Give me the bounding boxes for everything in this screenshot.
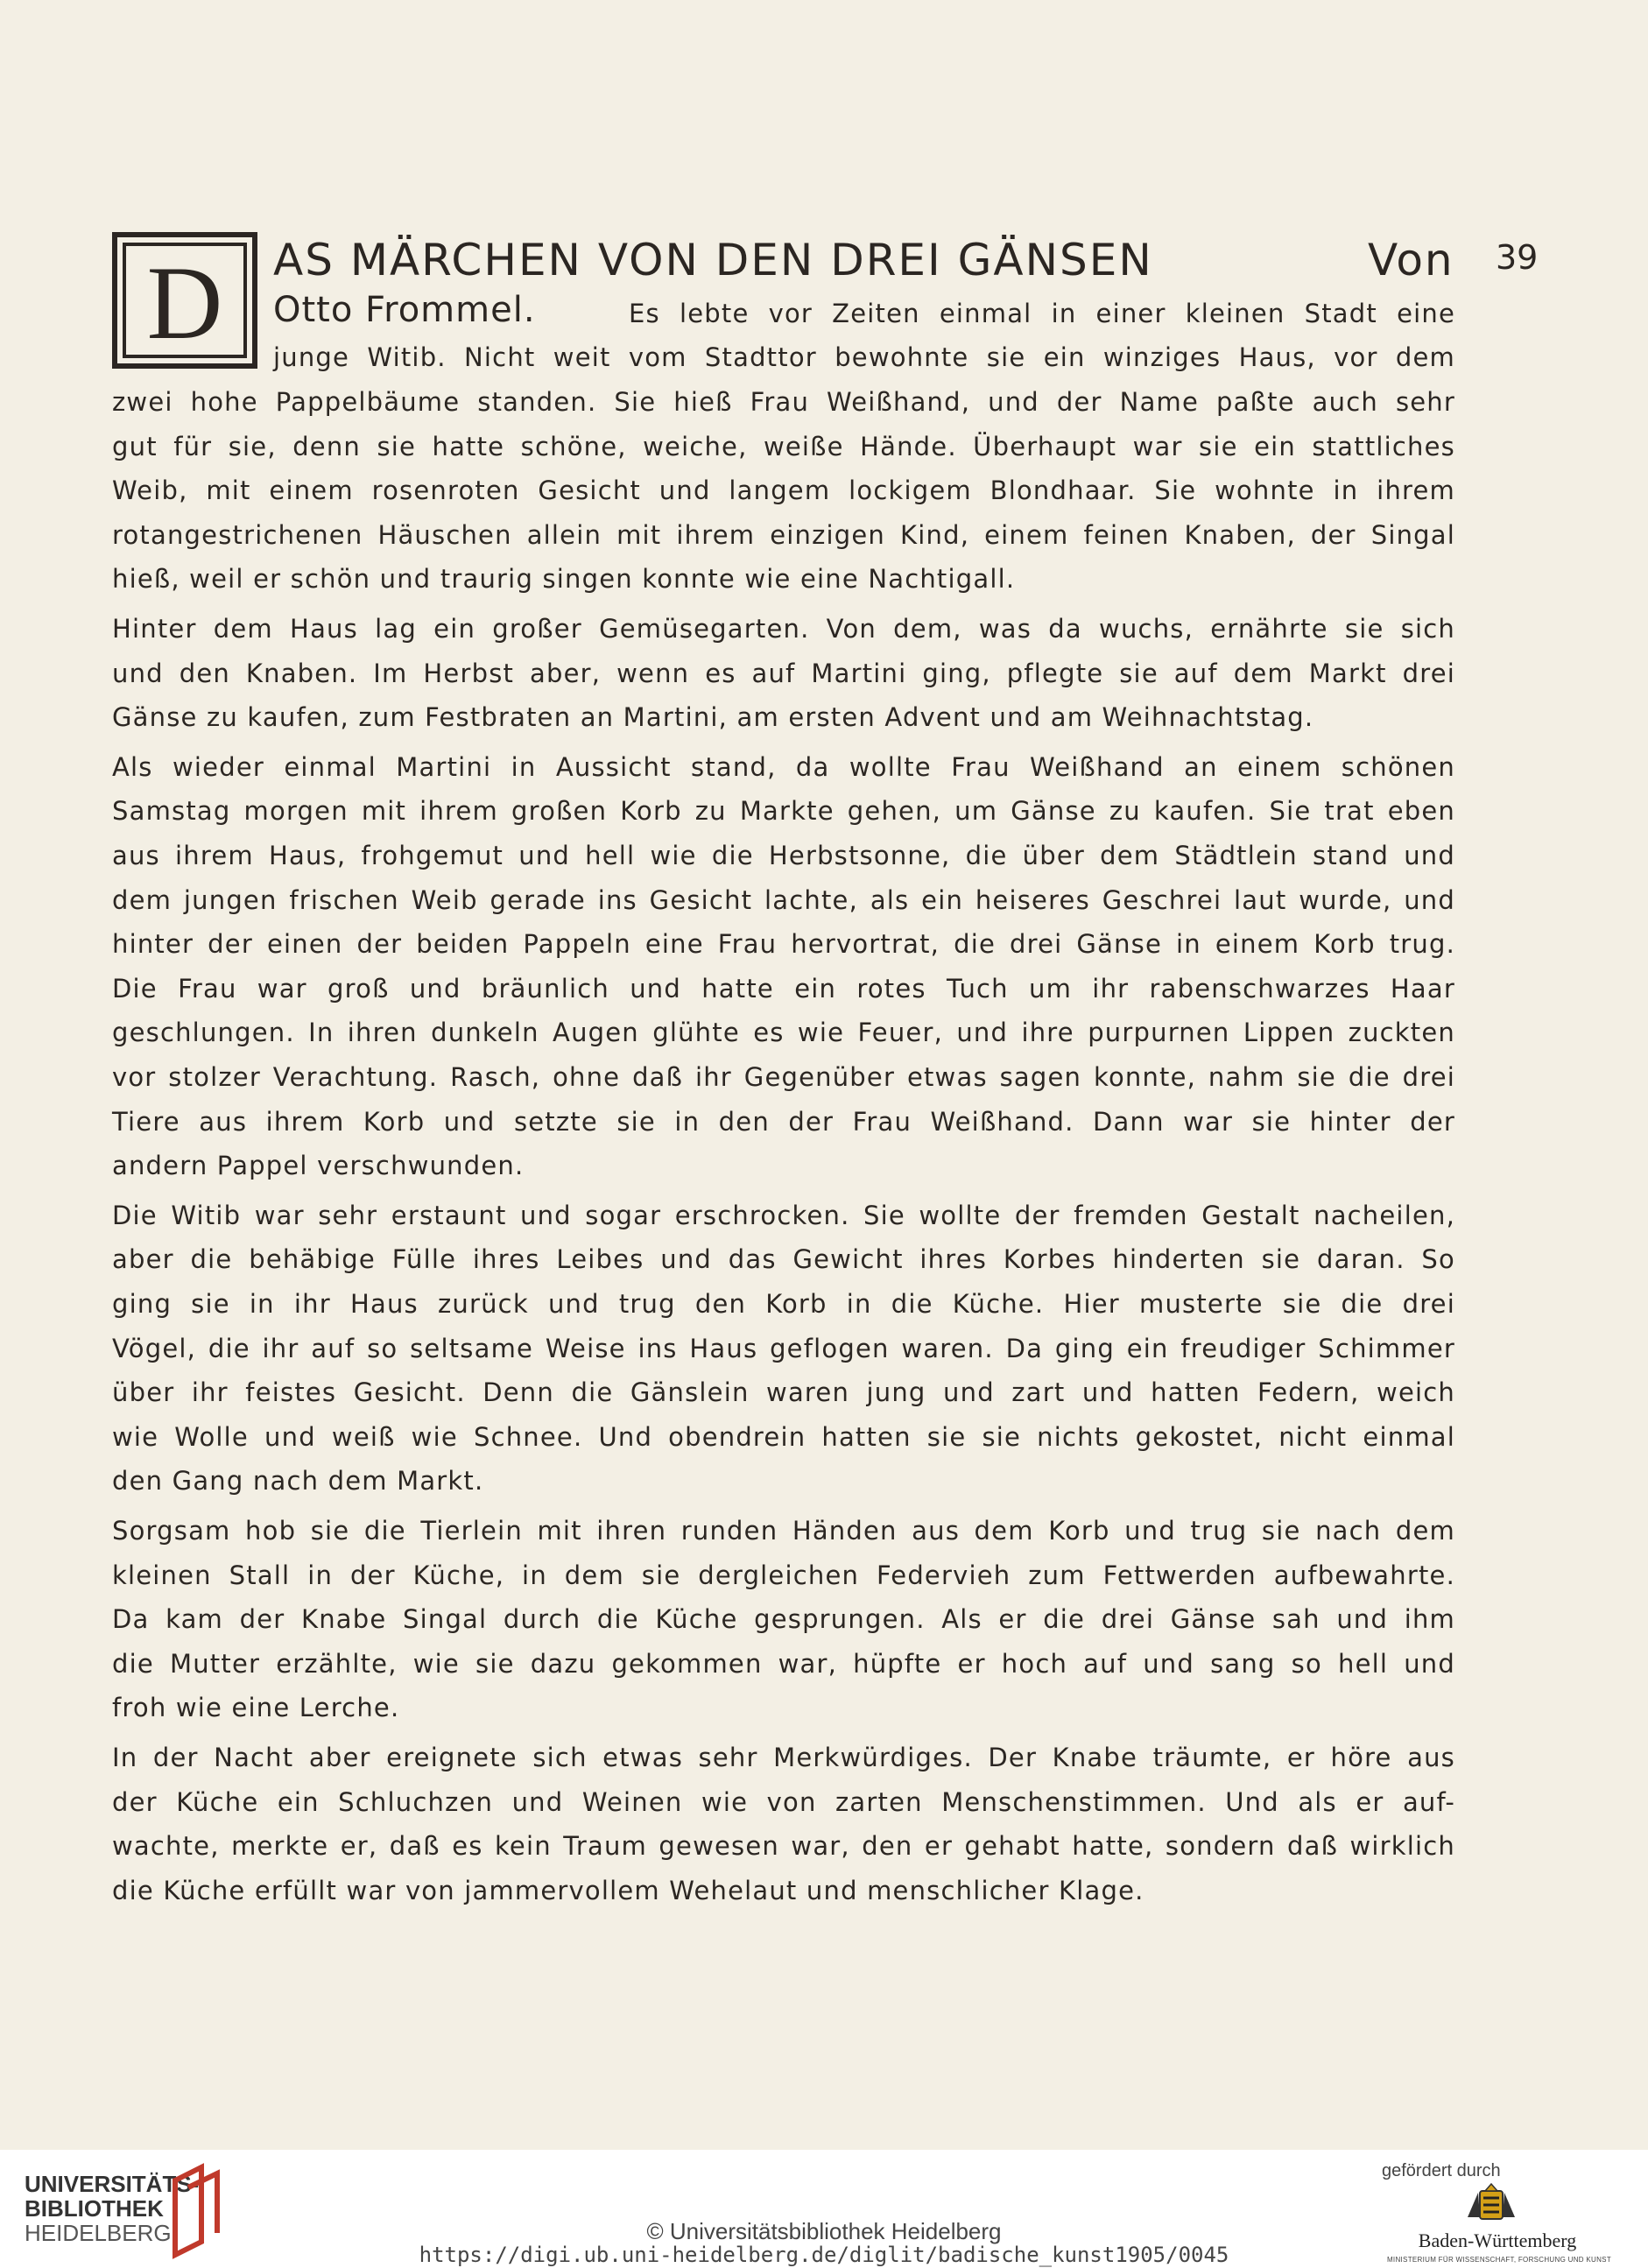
text-line: vor stolzer Verachtung. Rasch, ohne daß ihr Gegenüber etwas sagen konnte, nahm sie die drei: [112, 1062, 1455, 1092]
library-name-line2: BIBLIOTHEK: [25, 2195, 164, 2222]
text-line: der Küche ein Schluchzen und Weinen wie von zarten Menschenstimmen. Und als er auf-: [112, 1787, 1455, 1817]
text-line: dem jungen frischen Weib gerade ins Gesicht lachte, als ein heiseres Geschrei laut wurde, und: [112, 885, 1455, 915]
funded-by-label: gefördert durch: [1382, 2161, 1501, 2180]
library-name-line1: UNIVERSITÄTS-: [25, 2171, 200, 2197]
copyright-notice: © Universitätsbibliothek Heidelberg: [646, 2218, 1002, 2244]
page-number: 39: [1496, 238, 1539, 277]
text-line: andern Pappel verschwunden.: [112, 1151, 525, 1180]
text-line: Die Witib war sehr erstaunt und sogar erschrocken. Sie wollte der fremden Gestalt nacheilen,: [112, 1201, 1455, 1230]
state-coat-of-arms-icon: [1461, 2182, 1522, 2226]
text-line: zwei hohe Pappelbäume standen. Sie hieß Frau Weißhand, und der Name paßte auch sehr: [112, 387, 1455, 417]
text-line: den Gang nach dem Markt.: [112, 1466, 484, 1496]
text-line: hinter der einen der beiden Pappeln eine Frau hervortrat, die drei Gänse in einem Korb trug.: [112, 929, 1455, 959]
text-line: wie Wolle und weiß wie Schnee. Und obendrein hatten sie sie nichts gekostet, nicht einmal: [112, 1422, 1455, 1452]
text-line: Tiere aus ihrem Korb und setzte sie in den der Frau Weißhand. Dann war sie hinter der: [112, 1107, 1455, 1137]
chapter-title-text: AS MÄRCHEN VON DEN DREI GÄNSEN: [273, 235, 1153, 285]
text-line: die Mutter erzählte, wie sie dazu gekommen war, hüpfte er hoch auf und sang so hell und: [112, 1649, 1455, 1679]
text-line: ging sie in ihr Haus zurück und trug den Korb in die Küche. Hier musterte sie die drei: [112, 1289, 1455, 1319]
drop-cap-letter: D: [146, 244, 223, 361]
chapter-title: [273, 235, 1454, 285]
drop-cap: [112, 232, 257, 369]
text-line: geschlungen. In ihren dunkeln Augen glühte es wie Feuer, und ihre purpurnen Lippen zuckten: [112, 1018, 1455, 1047]
text-line: über ihr feistes Gesicht. Denn die Gänslein waren jung und zart und hatten Federn, weich: [112, 1377, 1455, 1407]
text-line: junge Witib. Nicht weit vom Stadttor bewohnte sie ein winziges Haus, vor dem: [273, 342, 1455, 372]
permalink-url[interactable]: https://digi.ub.uni-heidelberg.de/diglit/badische_kunst1905/0045: [419, 2243, 1229, 2267]
text-line: Weib, mit einem rosenroten Gesicht und langem lockigem Blondhaar. Sie wohnte in ihrem: [112, 475, 1455, 505]
text-line: Hinter dem Haus lag ein großer Gemüsegarten. Von dem, was da wuchs, ernährte sie sich: [112, 614, 1455, 644]
library-name-line3: HEIDELBERG: [25, 2220, 172, 2246]
text-line: Da kam der Knabe Singal durch die Küche gesprungen. Als er die drei Gänse sah und ihm: [112, 1604, 1455, 1634]
text-line: gut für sie, denn sie hatte schöne, weiche, weiße Hände. Überhaupt war sie ein stattliches: [112, 432, 1455, 461]
chapter-title-von: Von: [1368, 235, 1454, 285]
text-line: kleinen Stall in der Küche, in dem sie dergleichen Federvieh zum Fettwerden aufbewahrte.: [112, 1560, 1455, 1590]
text-line: die Küche erfüllt war von jammervollem Wehelaut und menschlicher Klage.: [112, 1876, 1144, 1905]
text-line: aber die behäbige Fülle ihres Leibes und das Gewicht ihres Korbes hinderten sie daran. So: [112, 1244, 1455, 1274]
text-line: aus ihrem Haus, frohgemut und hell wie die Herbstsonne, die über dem Städtlein stand und: [112, 841, 1455, 870]
text-line: rotangestrichenen Häuschen allein mit ihrem einzigen Kind, einem feinen Knaben, der Singal: [112, 520, 1455, 550]
text-line: Sorgsam hob sie die Tierlein mit ihren runden Händen aus dem Korb und trug sie nach dem: [112, 1516, 1455, 1546]
text-line: Als wieder einmal Martini in Aussicht stand, da wollte Frau Weißhand an einem schönen: [112, 752, 1455, 782]
ministry-name: MINISTERIUM FÜR WISSENSCHAFT, FORSCHUNG UND KUNST: [1386, 2256, 1612, 2264]
text-line: In der Nacht aber ereignete sich etwas sehr Merkwürdiges. Der Knabe träumte, er höre aus: [112, 1743, 1455, 1772]
text-line: froh wie eine Lerche.: [112, 1693, 400, 1722]
author-name: Otto Frommel.: [273, 290, 536, 330]
state-name: Baden-Württemberg: [1418, 2229, 1577, 2251]
text-line: und den Knaben. Im Herbst aber, wenn es auf Martini ging, pflegte sie auf dem Markt drei: [112, 659, 1455, 688]
text-line: Die Frau war groß und bräunlich und hatte ein rotes Tuch um ihr rabenschwarzes Haar: [112, 974, 1455, 1004]
text-line: wachte, merkte er, daß es kein Traum gewesen war, den er gehabt hatte, sondern daß wirklich: [112, 1831, 1455, 1861]
text-line: Es lebte vor Zeiten einmal in einer kleinen Stadt eine: [629, 299, 1455, 328]
text-line: Gänse zu kaufen, zum Festbraten an Martini, am ersten Advent und am Weihnachtstag.: [112, 702, 1314, 732]
text-line: Vögel, die ihr auf so seltsame Weise ins Haus geflogen waren. Da ging ein freudiger Schimmer: [112, 1334, 1455, 1363]
text-line: hieß, weil er schön und traurig singen konnte wie eine Nachtigall.: [112, 564, 1016, 594]
text-line: Samstag morgen mit ihrem großen Korb zu Markte gehen, um Gänse zu kaufen. Sie trat eben: [112, 796, 1455, 826]
